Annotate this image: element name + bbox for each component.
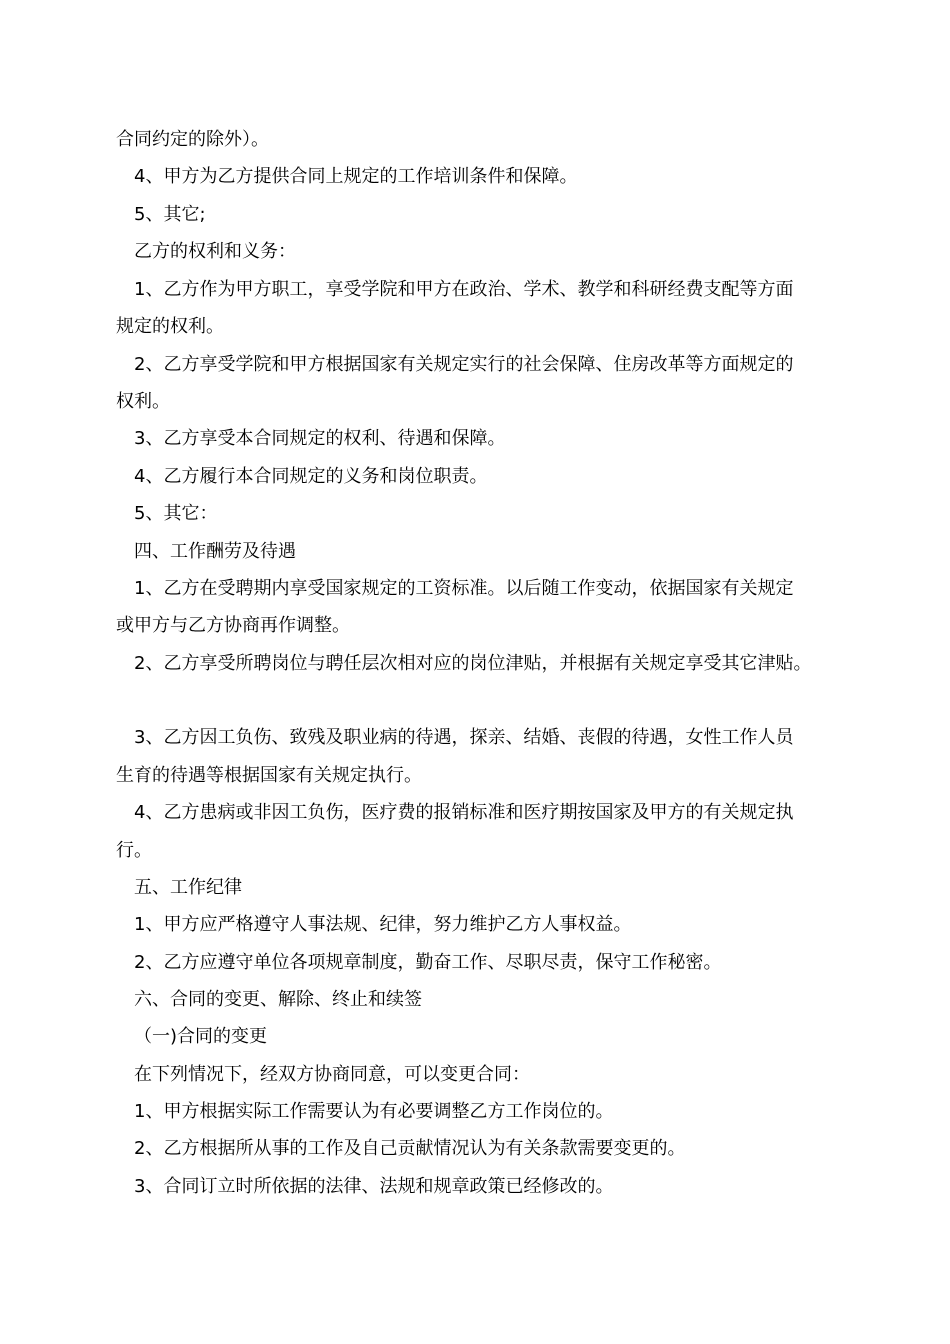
paragraph-line: 在下列情况下，经双方协商同意，可以变更合同：: [134, 1064, 530, 1085]
paragraph-line: 2、乙方应遵守单位各项规章制度，勤奋工作、尽职尽责，保守工作秘密。: [134, 952, 722, 973]
paragraph-line: 行。: [116, 840, 152, 861]
paragraph-line: 3、合同订立时所依据的法律、法规和规章政策已经修改的。: [134, 1176, 614, 1197]
paragraph-line: 1、乙方在受聘期内享受国家规定的工资标准。以后随工作变动，依据国家有关规定: [134, 578, 794, 599]
paragraph-line: 1、甲方应严格遵守人事法规、纪律，努力维护乙方人事权益。: [134, 914, 632, 935]
paragraph-line: 1、乙方作为甲方职工，享受学院和甲方在政治、学术、教学和科研经费支配等方面: [134, 279, 794, 300]
paragraph-line: 5、其它;: [134, 204, 206, 225]
paragraph-line: 合同约定的除外）。: [116, 129, 269, 150]
section-heading: 五、工作纪律: [134, 877, 242, 898]
paragraph-line: 3、乙方享受本合同规定的权利、待遇和保障。: [134, 428, 506, 449]
paragraph-line: 1、甲方根据实际工作需要认为有必要调整乙方工作岗位的。: [134, 1101, 614, 1122]
paragraph-line: 4、甲方为乙方提供合同上规定的工作培训条件和保障。: [134, 166, 578, 187]
paragraph-line: 或甲方与乙方协商再作调整。: [116, 615, 350, 636]
paragraph-line: 2、乙方享受学院和甲方根据国家有关规定实行的社会保障、住房改革等方面规定的: [134, 354, 794, 375]
paragraph-line: 4、乙方履行本合同规定的义务和岗位职责。: [134, 466, 488, 487]
paragraph-line: 5、其它：: [134, 503, 218, 524]
paragraph-line: 4、乙方患病或非因工负伤，医疗费的报销标准和医疗期按国家及甲方的有关规定执: [134, 802, 794, 823]
section-heading: 六、合同的变更、解除、终止和续签: [134, 989, 422, 1010]
section-heading: 乙方的权利和义务：: [134, 241, 296, 262]
paragraph-line: 规定的权利。: [116, 316, 224, 337]
subsection-heading: （一)合同的变更: [134, 1026, 268, 1047]
paragraph-line: 2、乙方享受所聘岗位与聘任层次相对应的岗位津贴，并根据有关规定享受其它津贴。: [134, 653, 812, 674]
paragraph-line: 2、乙方根据所从事的工作及自己贡献情况认为有关条款需要变更的。: [134, 1138, 686, 1159]
paragraph-line: 生育的待遇等根据国家有关规定执行。: [116, 765, 422, 786]
paragraph-line: 3、乙方因工负伤、致残及职业病的待遇，探亲、结婚、丧假的待遇，女性工作人员: [134, 727, 794, 748]
section-heading: 四、工作酬劳及待遇: [134, 541, 296, 562]
paragraph-line: 权利。: [116, 391, 170, 412]
